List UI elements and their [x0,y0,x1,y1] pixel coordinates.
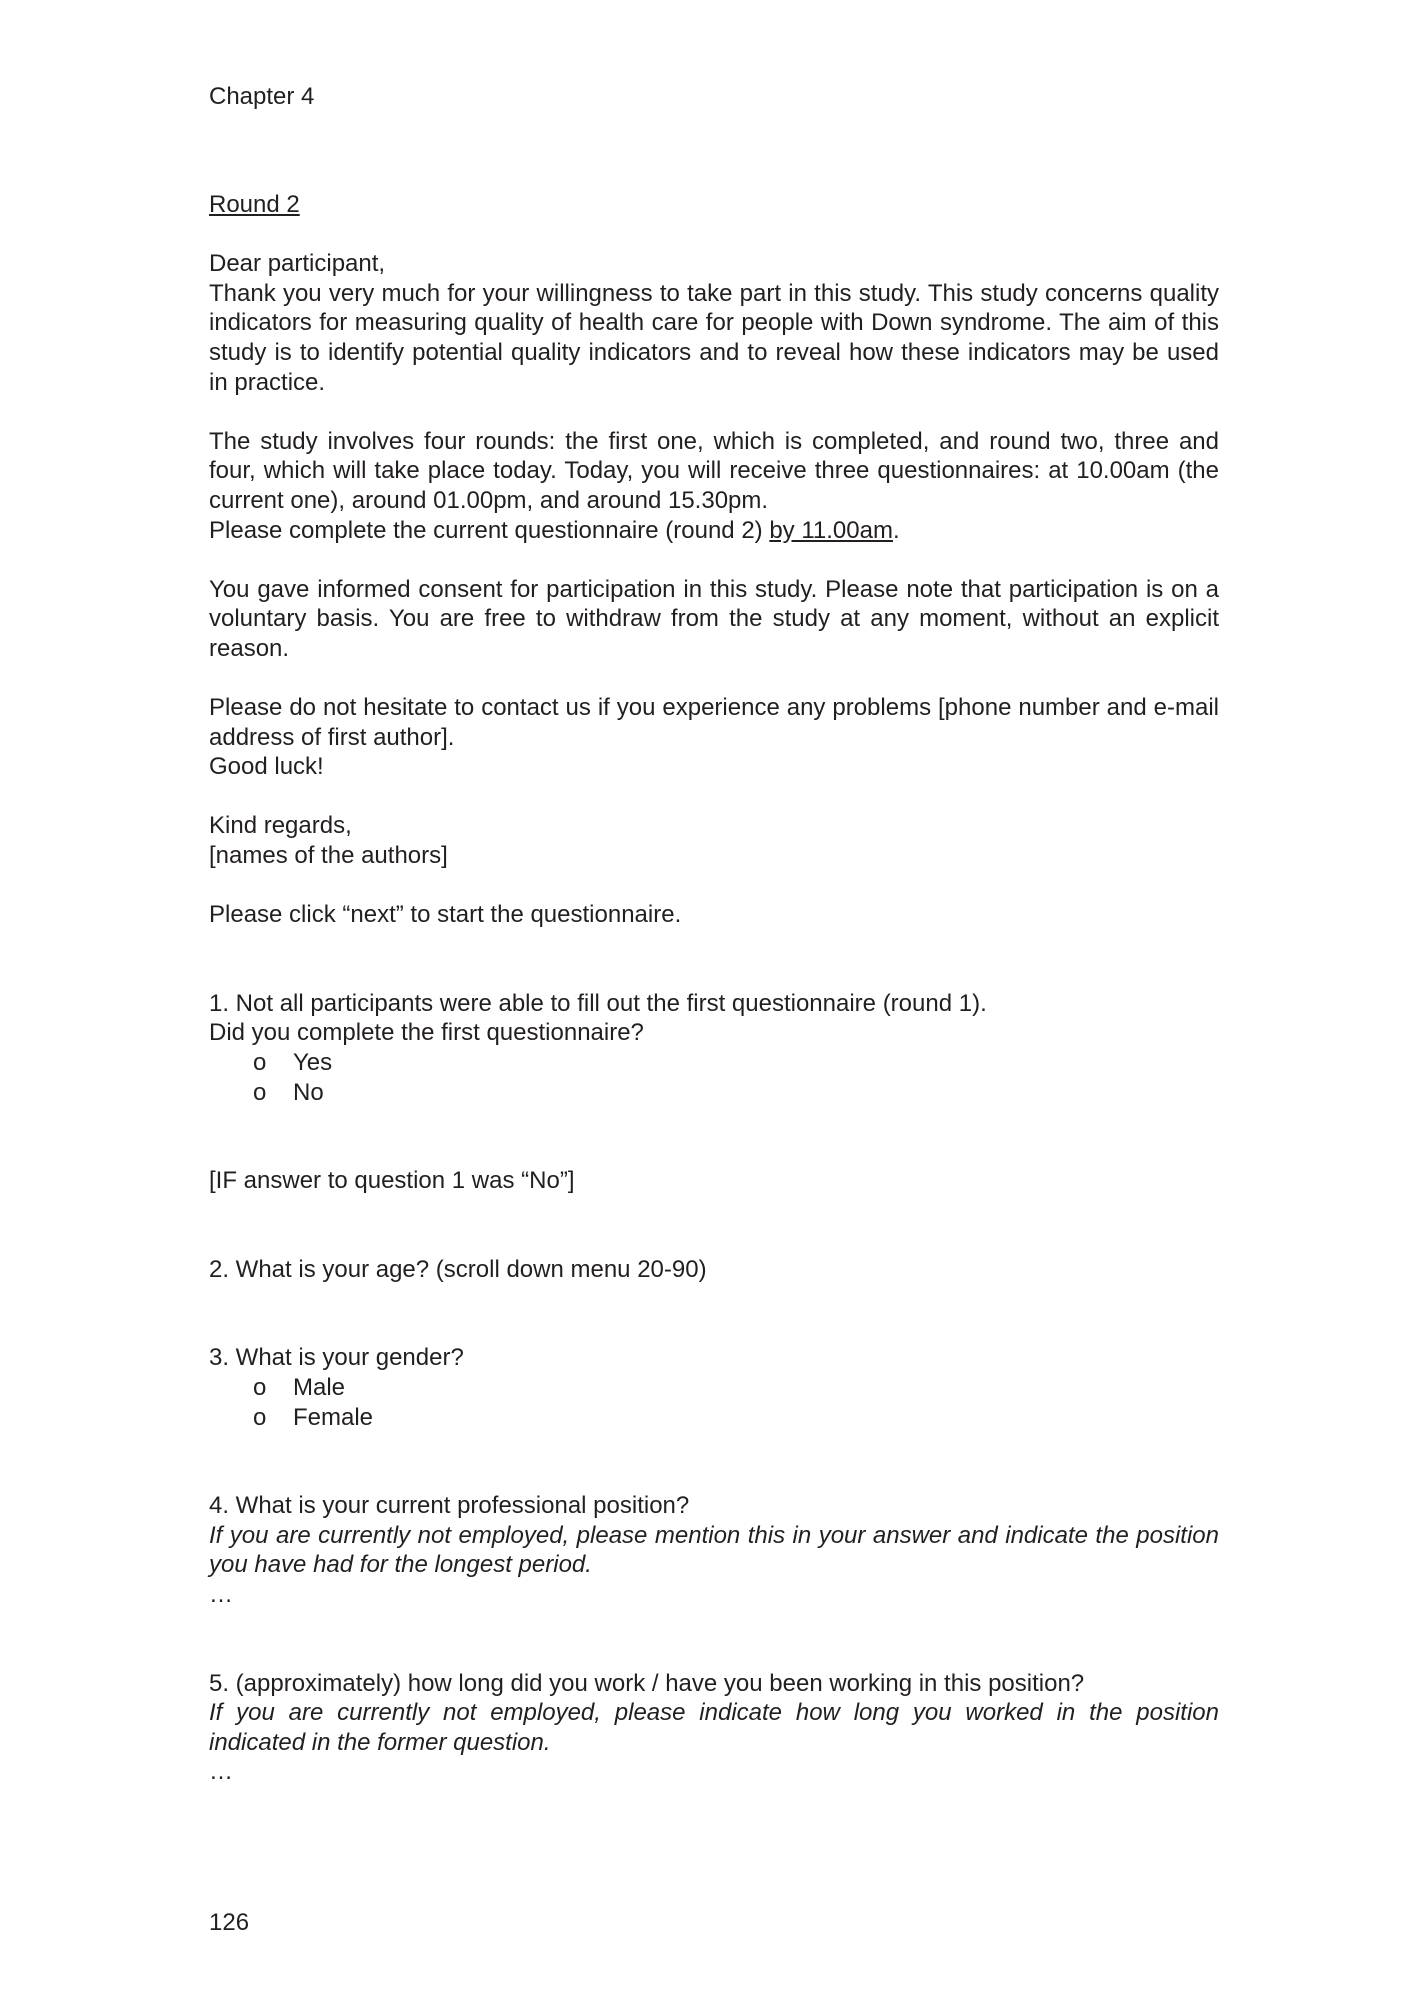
option-bullet: o [253,1049,267,1077]
document-page [209,0,1219,2000]
deadline-time: by 11.00am [769,516,893,544]
intro-paragraph-3 [209,516,1219,546]
salutation: Dear participant, [209,250,386,278]
question-5-answer-field[interactable]: … [209,1758,235,1786]
question-5-text: 5. (approximately) how long did you work / have you been working in this position? [209,1669,1085,1697]
question-1-intro: 1. Not all participants were able to fill out the first questionnaire (round 1). [209,989,987,1017]
contact-paragraph: Please do not hesitate to contact us if you experience any problems [phone number and e-mail address of first author]. [209,694,1219,751]
consent-paragraph: You gave informed consent for participation in this study. Please note that participation is on a voluntary basis. You are free to withdraw from the study at any moment, without an explicit reason. [209,575,1219,662]
intro-paragraph-2: The study involves four rounds: the first one, which is completed, and round two, three and four, which will take place today. Today, you will receive three questionnaires: at 10.00am (the current one), around 01.00pm, and around 15.30pm. [209,427,1219,514]
question-1-text: Did you complete the first questionnaire? [209,1019,644,1047]
question-4-note: If you are currently not employed, please mention this in your answer and indicate the position you have had for the longest period. [209,1521,1219,1579]
page-number: 126 [209,1909,250,1936]
question-3-option-male[interactable] [209,1373,1219,1403]
deadline-prefix: Please complete the current questionnaire (round 2) [209,516,770,544]
start-instruction: Please click “next” to start the questionnaire. [209,901,682,929]
option-bullet: o [253,1374,267,1401]
round-title: Round 2 [209,191,300,218]
question-2-text: 2. What is your age? (scroll down menu 20-90) [209,1255,707,1283]
question-3-text: 3. What is your gender? [209,1344,464,1372]
question-1-option-no[interactable] [209,1078,1219,1108]
document-body [209,190,1219,1787]
intro-paragraph-1: Thank you very much for your willingness to take part in this study. This study concerns quality indicators for measuring quality of health care for people with Down syndrome. The aim of this study is to identify potential quality indicators and to reveal how these indicators may be used in practice. [209,279,1219,396]
option-bullet: o [253,1403,267,1431]
conditional-note: [IF answer to question 1 was “No”] [209,1167,575,1195]
option-label: Female [293,1403,374,1431]
question-5-note: If you are currently not employed, please indicate how long you worked in the position indicated in the former question. [209,1699,1219,1756]
option-label: Yes [293,1049,333,1077]
option-bullet: o [253,1078,267,1106]
author-names: [names of the authors] [209,842,448,870]
closing-regards: Kind regards, [209,812,352,840]
question-1-option-yes[interactable] [209,1048,1219,1078]
question-4-answer-field[interactable]: … [209,1580,235,1608]
chapter-header: Chapter 4 [209,83,315,110]
deadline-suffix: . [892,516,900,544]
question-3-option-female[interactable] [209,1403,1219,1433]
good-luck: Good luck! [209,753,324,781]
option-label: Male [293,1374,346,1401]
question-4-text: 4. What is your current professional position? [209,1492,690,1520]
option-label: No [293,1078,324,1106]
